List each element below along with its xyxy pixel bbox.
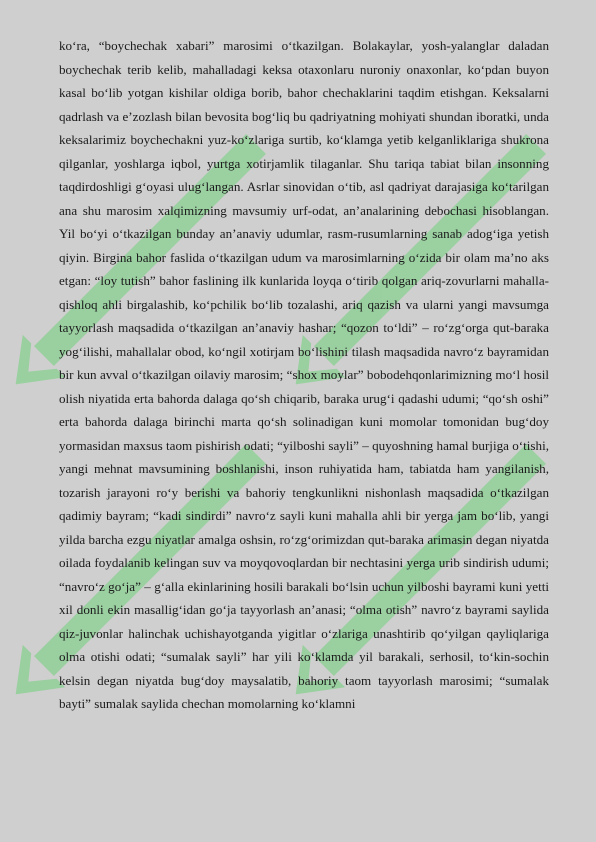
body-paragraph: ko‘ra, “boychechak xabari” marosimi o‘tkazilgan. Bolakaylar, yosh-yalanglar daladan boychechak terib kelib, mahalladagi keksa otaxonlaru nuroniy onaxonlar, ko‘pdan buyon kasal bo‘lib yotgan kishilar oldiga borib, bahor chechaklarini taqdim etishgan. Keksalarni qadrlash va e’zozlash bilan bevosita bog‘liq bu qadriyatning mohiyati shundan iboratki, unda keksalarimiz boychechakni yuz-ko‘zlariga surtib, ko‘klamga yetib kelganliklariga shukrona qilganlar, yoshlarga iqbol, yurtga xotirjamlik tilaganlar. Shu tariqa tabiat bilan insonning taqdirdoshligi g‘oyasi ulug‘langan. Asrlar sinovidan o‘tib, asl qadriyat darajasiga ko‘tarilgan ana shu marosim xalqimizning mavsumiy urf-odat, an’analarining debochasi hisoblangan. Yil bo‘yi o‘tkazilgan bunday an’anaviy udumlar, rasm-rusumlarning sanab adog‘iga yetish qiyin. Birgina bahor faslida o‘tkazilgan udum va marosimlarning o‘zida bir olam ma’no aks etgan: “loy tutish” bahor faslining ilk kunlarida loyqa o‘tirib qolgan ariq-zovurlarni mahalla-qishloq ahli birgalashib, ko‘pchilik bo‘lib tozalashi, ariq qazish va ularni yangi mavsumga tayyorlash maqsadida o‘tkazilgan an’anaviy hashar; “qozon to‘ldi” – ro‘zg‘orga qut-baraka yog‘ilishi, mahallalar obod, ko‘ngil xotirjam bo‘lishini tilash maqsadida navro‘z bayramidan bir kun avval o‘tkazilgan oilaviy marosim; “shox moylar” bobodehqonlarimizning mo‘l hosil olish niyatida erta bahorda dalaga qo‘sh chiqarib, baraka urug‘i qadashi udumi; “qo‘sh oshi” erta bahorda dalaga birinchi marta qo‘sh solinadigan kuni momolar tomonidan bug‘doy yormasidan maxsus taom pishirish odati; “yilboshi sayli” – quyoshning hamal burjiga o‘tishi, yangi mehnat mavsumining boshlanishi, inson ruhiyatida ham, tabiatda ham yangilanish, tozarish jarayoni ro‘y berishi va bahoriy tengkunlikni nishonlash maqsadida o‘tkazilgan qadimiy bayram; “kadi sindirdi” navro‘z sayli kuni mahalla ahli bir yerga jam bo‘lib, yangi yilda barcha ezgu niyatlar amalga oshsin, ro‘zg‘orimizdan qut-baraka arimasin degan niyatda oilada foydalanib kelingan suv va moyqovoqlardan bir nechtasini yerga urib sindirish udumi; “navro‘z go‘ja” – g‘alla ekinlarining hosili barakali bo‘lsin uchun yilboshi bayrami kuni yetti xil donli ekin masallig‘idan go‘ja tayyorlash an’anasi; “olma otish” navro‘z bayrami saylida qiz-juvonlar halinchak uchishayotganda yigitlar o‘zlariga unashtirib qo‘yilgan qayliqlariga olma otishi odati; “sumalak sayli” har yili ko‘klamda yil barakali, serhosil, to‘kin-sochin kelsin degan niyatda bug‘doy maysalatib, bahoriy taom tayyorlash marosimi; “sumalak bayti” sumalak saylida chechan momolarning ko‘klamni: [59, 38, 549, 711]
